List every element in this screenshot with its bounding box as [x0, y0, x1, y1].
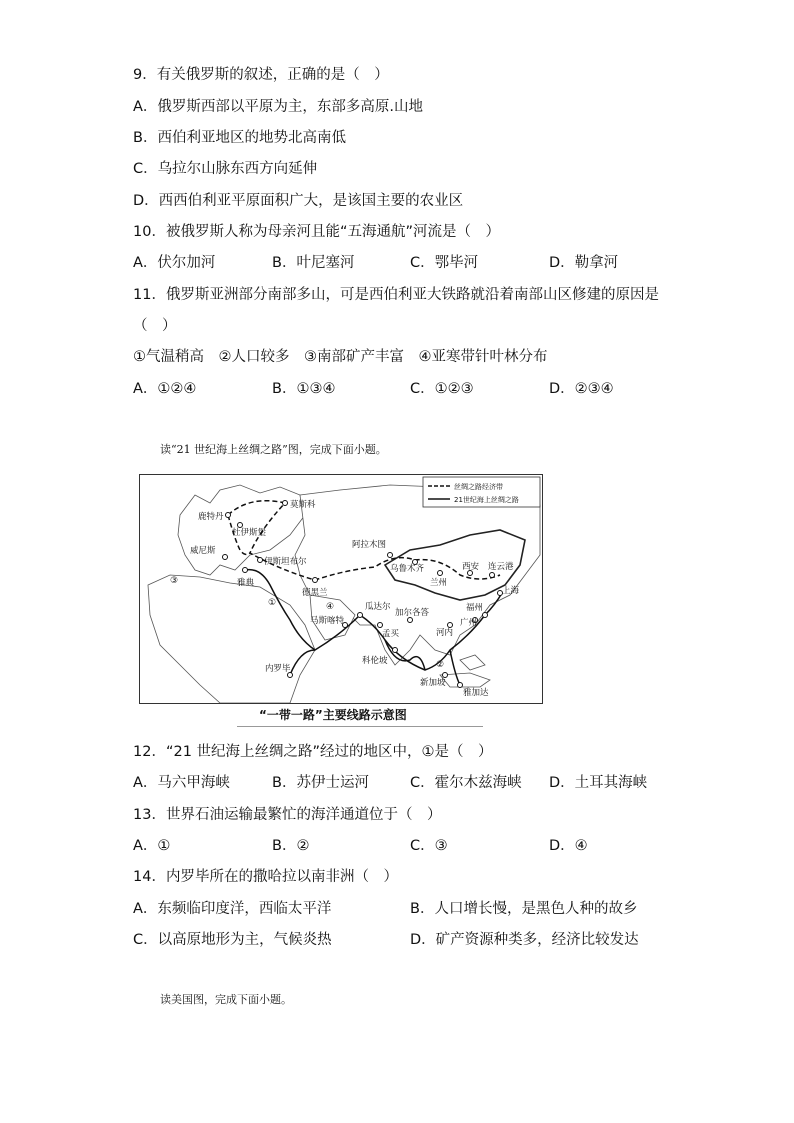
q13-option-b: B．② — [272, 838, 310, 854]
label-fuzhou: 福州 — [466, 603, 484, 613]
q10-option-c: C．鄂毕河 — [410, 255, 479, 271]
q14-option-a: A．东频临印度洋，西临太平洋 — [133, 901, 332, 917]
q13-option-d: D．④ — [549, 838, 588, 854]
q10-option-d: D．勒拿河 — [549, 255, 619, 271]
label-lianyungang: 连云港 — [488, 562, 514, 572]
map-svg — [140, 475, 542, 703]
q11-option-b: B．①③④ — [272, 381, 336, 397]
q9-option-d: D．西西伯利亚平原面积广大，是该国主要的农业区 — [133, 193, 464, 209]
label-rotterdam: 鹿特丹 — [198, 512, 224, 522]
marker-1: ① — [268, 598, 277, 608]
q9-stem: 9．有关俄罗斯的叙述，正确的是（ ） — [133, 67, 389, 83]
q11-option-c: C．①②③ — [410, 381, 474, 397]
label-almaty: 阿拉木图 — [352, 540, 387, 550]
label-lanzhou: 兰州 — [430, 578, 448, 588]
q10-stem: 10．被俄罗斯人称为母亲河且能“五海通航”河流是（ ） — [133, 224, 500, 240]
label-xian: 西安 — [462, 562, 480, 572]
label-mumbai: 孟买 — [382, 629, 400, 639]
label-guangzhou: 广州 — [460, 618, 478, 628]
label-urumqi: 乌鲁木齐 — [390, 564, 425, 574]
legend-belt-label: 丝绸之路经济带 — [454, 483, 503, 491]
label-jakarta: 雅加达 — [463, 688, 489, 698]
label-moscow: 莫斯科 — [290, 500, 316, 510]
label-singapore: 新加坡 — [420, 678, 446, 688]
q10-option-b: B．叶尼塞河 — [272, 255, 355, 271]
map-intro: 读“21 世纪海上丝绸之路”图，完成下面小题。 — [160, 443, 387, 456]
q14-option-d: D．矿产资源种类多，经济比较发达 — [410, 932, 639, 948]
q12-option-b: B．苏伊士运河 — [272, 775, 369, 791]
marker-3: ③ — [170, 576, 179, 586]
q12-option-c: C．霍尔木兹海峡 — [410, 775, 522, 791]
q14-stem: 14．内罗毕所在的撒哈拉以南非洲（ ） — [133, 869, 398, 885]
marker-4: ④ — [326, 602, 335, 612]
label-tehran: 德黑兰 — [302, 588, 328, 598]
q10-option-a: A．伏尔加河 — [133, 255, 216, 271]
map-caption: “一带一路”主要线路示意图 — [259, 708, 407, 722]
belt-road-map — [139, 474, 543, 704]
q13-stem: 13．世界石油运输最繁忙的海洋通道位于（ ） — [133, 807, 442, 823]
q12-stem: 12．“21 世纪海上丝绸之路”经过的地区中，①是（ ） — [133, 744, 493, 760]
label-hanoi: 河内 — [436, 628, 454, 638]
label-muscat: 马斯喀特 — [310, 616, 345, 626]
label-venice: 威尼斯 — [190, 546, 216, 556]
caption-divider — [237, 726, 483, 727]
label-istanbul: 伊斯坦布尔 — [264, 557, 307, 567]
q13-option-a: A．① — [133, 838, 171, 854]
q11-option-a: A．①②④ — [133, 381, 197, 397]
label-nairobi: 内罗毕 — [265, 664, 291, 674]
q11-statements: ①气温稍高 ②人口较多 ③南部矿产丰富 ④亚寒带针叶林分布 — [133, 349, 548, 365]
label-shanghai: 上海 — [502, 586, 520, 596]
marker-2: ② — [436, 660, 445, 670]
label-kolkata: 加尔各答 — [395, 608, 430, 618]
label-colombo: 科伦坡 — [362, 656, 388, 666]
q12-option-a: A．马六甲海峡 — [133, 775, 230, 791]
q9-option-a: A．俄罗斯西部以平原为主，东部多高原.山地 — [133, 99, 424, 115]
label-athens: 雅典 — [237, 578, 255, 588]
map-intro-2: 读美国图，完成下面小题。 — [160, 993, 292, 1006]
q9-option-b: B．西伯利亚地区的地势北高南低 — [133, 130, 346, 146]
q12-option-d: D．土耳其海峡 — [549, 775, 648, 791]
q11-stem-cont: （ ） — [133, 318, 177, 334]
q11-option-d: D．②③④ — [549, 381, 614, 397]
legend-road-label: 21世纪海上丝绸之路 — [454, 496, 519, 504]
q14-option-c: C．以高原地形为主，气候炎热 — [133, 932, 332, 948]
q11-stem: 11．俄罗斯亚洲部分南部多山，可是西伯利亚大铁路就沿着南部山区修建的原因是 — [133, 287, 659, 303]
q9-option-c: C．乌拉尔山脉东西方向延伸 — [133, 161, 318, 177]
q14-option-b: B．人口增长慢，是黑色人种的故乡 — [410, 901, 638, 917]
label-gwadar: 瓜达尔 — [365, 602, 391, 612]
q13-option-c: C．③ — [410, 838, 448, 854]
label-duisburg: 杜伊斯堡 — [232, 528, 267, 538]
